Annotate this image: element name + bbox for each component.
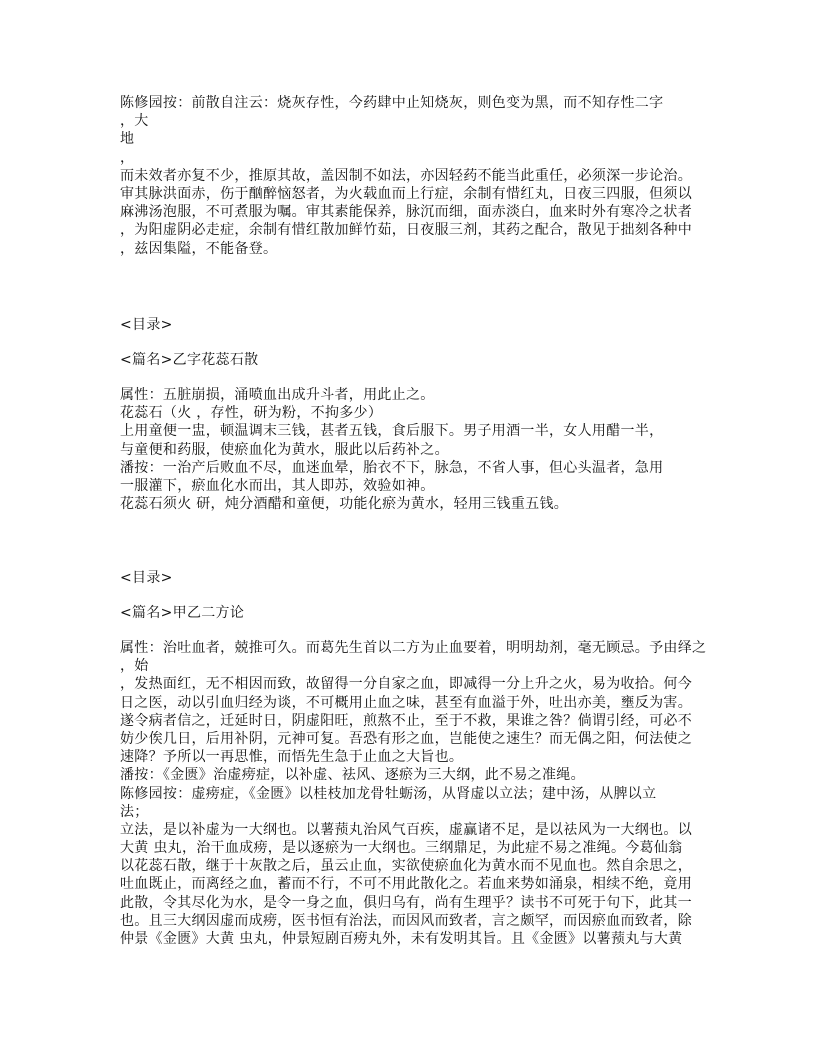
text-line: 潘按：《金匮》治虚痨症，以补虚、祛风、逐瘀为三大纲，此不易之准绳。 [120, 767, 585, 784]
text-line: 吐血既止，而离经之血，蓄而不行，不可不用此散化之。若血来势如涌泉，相续不绝，竟用 [120, 876, 692, 893]
chapter-title [120, 604, 680, 622]
text-line: ，大 [120, 113, 149, 130]
toc-label: <目录> [120, 317, 173, 333]
text-line: 以花蕊石散，继于十灰散之后，虽云止血，实欲使瘀血化为黄水而不见血也。然自余思之， [120, 858, 692, 875]
text-line: 一服灌下，瘀血化水而出，其人即苏，效验如神。 [120, 477, 435, 494]
text-line: 与童便和药服，使瘀血化为黄水，服此以后药补之。 [120, 441, 449, 458]
text-line: 此散，令其尽化为水，是令一身之血，俱归乌有，尚有生理乎？读书不可死于句下，此其一 [120, 894, 692, 911]
text-line: 而未效者亦复不少，推原其故，盖因制不如法，亦因轻药不能当此重任，必须深一步论治。 [120, 167, 692, 184]
text-line: ，兹因集隘，不能备登。 [120, 240, 278, 257]
toc-label: <目录> [120, 570, 173, 586]
commentary-paragraph [120, 94, 692, 258]
text-line: 属性：五脏崩损，涌喷血出成升斗者，用此止之。 [120, 387, 435, 403]
text-line: 属性：治吐血者，兢推可久。而葛先生首以二方为止血要着，明明劫剂，毫无顾忌。予由绎之 [120, 640, 707, 656]
text-line: 潘按：一治产后败血不尽，血迷血晕，胎衣不下，脉急，不省人事，但心头温者，急用 [120, 459, 664, 476]
text-line: 审其脉洪面赤，伤于酗醉恼怒者，为火载血而上行症，余制有惜红丸，日夜三四服，但须以 [120, 185, 692, 202]
text-line: ，发热面红，无不相因而致，故留得一分自家之血，即减得一分上升之火，易为收拾。何今 [120, 676, 692, 693]
chapter-title-text: <篇名>甲乙二方论 [120, 605, 245, 621]
text-line: 立法，是以补虚为一大纲也。以薯蓣丸治风气百疾，虚赢诸不足，是以祛风为一大纲也。以 [120, 821, 692, 838]
text-line: 陈修园按：虚痨症，《金匮》以桂枝加龙骨牡蛎汤，从肾虚以立法；建中汤，从脾以立 [120, 785, 657, 802]
toc-marker [120, 316, 680, 334]
text-line: 妨少俟几日，后用补阴，元神可复。吾恐有形之血，岂能使之速生？而无偶之阳，何法使之 [120, 730, 692, 747]
text-line: ， [120, 149, 135, 166]
text-line: 上用童便一盅，顿温调末三钱，甚者五钱，食后服下。男子用酒一半，女人用醋一半， [120, 423, 664, 440]
chapter-body [120, 639, 707, 948]
text-line: 也。且三大纲因虚而成痨，医书恒有治法，而因风而致者，言之颇罕，而因瘀血而致者，除 [120, 912, 692, 929]
text-line: 花蕊石须火 研，炖分酒醋和童便，功能化瘀为黄水，轻用三钱重五钱。 [120, 496, 569, 513]
text-line: 遂令病者信之，迁延时日，阴虚阳旺，煎熬不止，至于不救，果谁之咎？倘谓引经，可必不 [120, 712, 692, 729]
text-line: 法； [120, 803, 149, 820]
text-line: 麻沸汤泡服，不可煮服为嘱。审其素能保养，脉沉而细，面赤淡白，血来时外有寒冷之状者 [120, 204, 692, 221]
text-line: 仲景《金匮》大黄 虫丸，仲景短剧百痨丸外，未有发明其旨。且《金匮》以薯蓣丸与大黄 [120, 931, 683, 947]
chapter-body [120, 386, 680, 513]
text-line: 速降？予所以一再思惟，而悟先生急于止血之大旨也。 [120, 749, 464, 766]
toc-marker [120, 569, 680, 587]
text-line: 日之医，动以引血归经为谈，不可概用止血之味，甚至有血溢于外，吐出亦美，壅反为害。 [120, 694, 692, 711]
text-line: 花蕊石（火 ，存性，研为粉，不拘多少） [120, 405, 383, 422]
chapter-title [120, 351, 680, 369]
text-line: 地 [120, 131, 135, 148]
text-line: ，为阳虚阴必走症，余制有惜红散加鲜竹茹，日夜服三剂，其药之配合，散见于拙刻各种中 [120, 222, 692, 239]
text-line: 大黄 虫丸，治干血成痨，是以逐瘀为一大纲也。三纲鼎足，为此症不易之准绳。今葛仙翁 [120, 840, 683, 857]
text-line: 陈修园按：前散自注云：烧灰存性，今药肆中止知烧灰，则色变为黑，而不知存性二字 [120, 95, 664, 111]
chapter-title-text: <篇名>乙字花蕊石散 [120, 352, 259, 368]
text-line: ，始 [120, 658, 149, 675]
